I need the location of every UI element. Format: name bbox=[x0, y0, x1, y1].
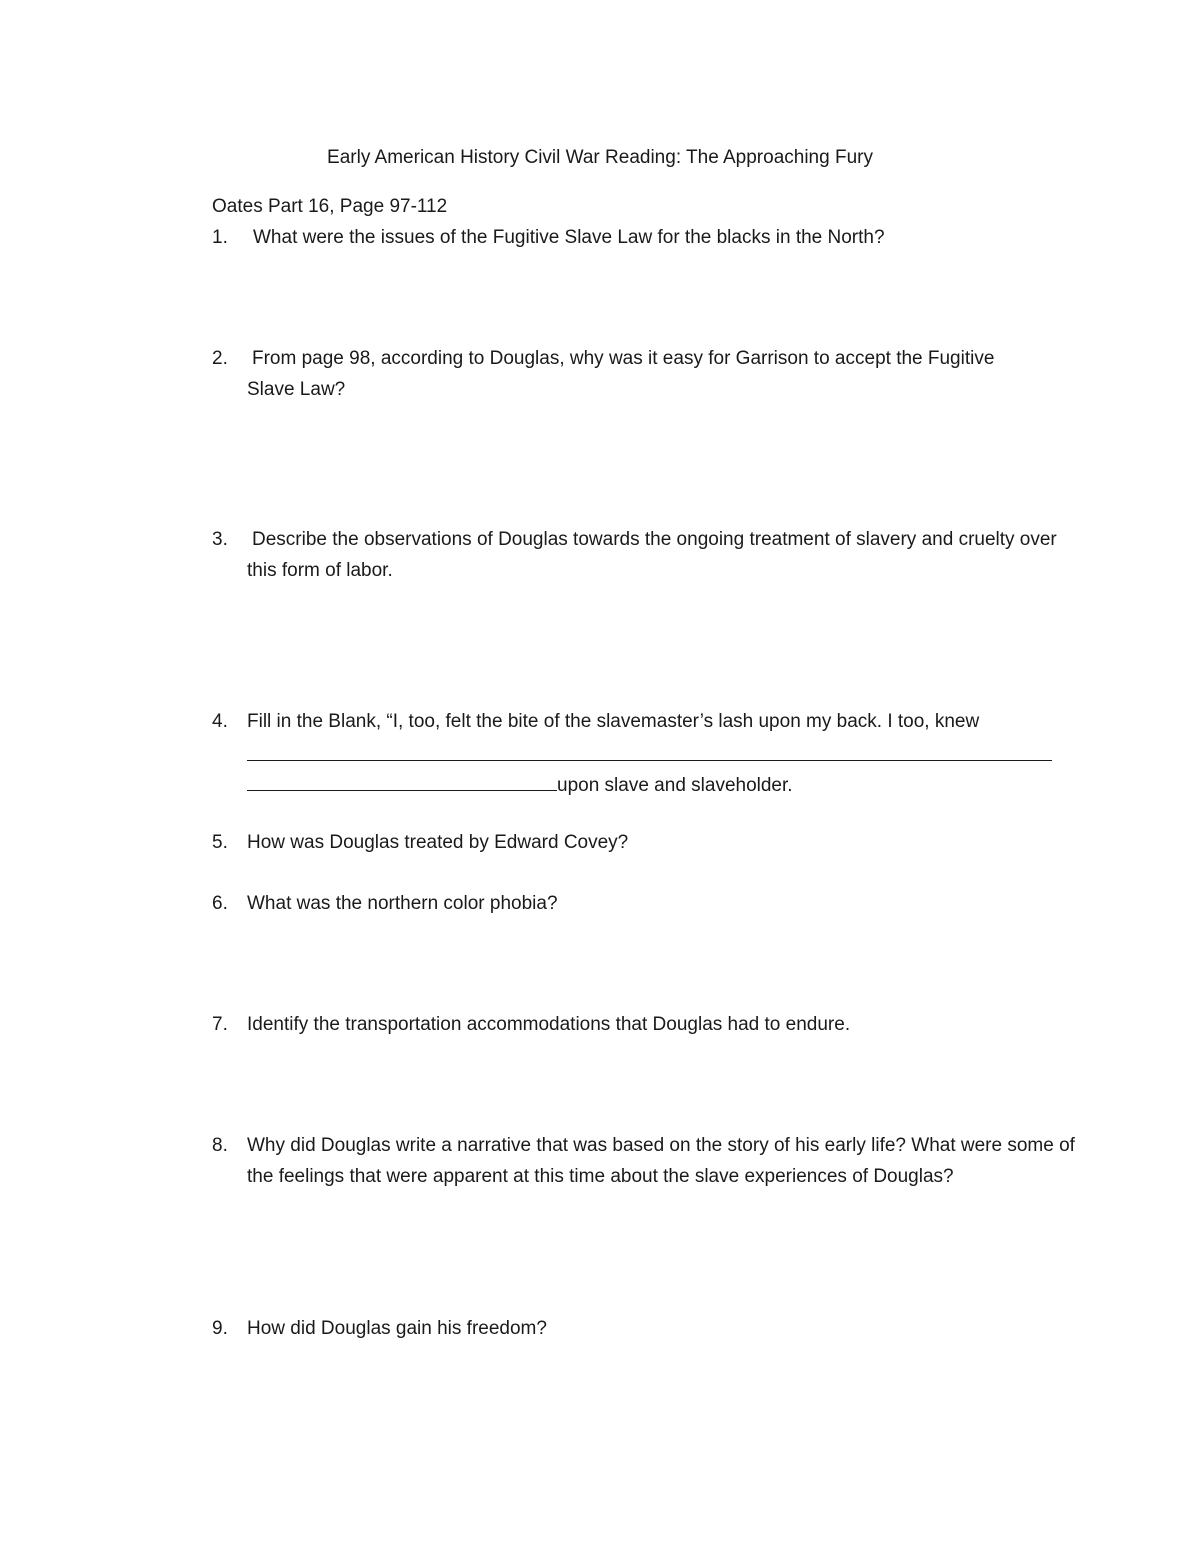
question-9 bbox=[212, 1313, 1072, 1344]
fill-blank-short-line[interactable] bbox=[247, 766, 557, 791]
question-number: 2. bbox=[212, 348, 228, 369]
fill-blank-row bbox=[247, 766, 793, 801]
question-text: What were the issues of the Fugitive Slave Law for the blacks in the North? bbox=[253, 227, 885, 248]
question-1 bbox=[212, 222, 1072, 253]
question-text: Describe the observations of Douglas towards the ongoing treatment of slavery and cruelty over this form of labor. bbox=[247, 529, 1057, 581]
question-text: From page 98, according to Douglas, why was it easy for Garrison to accept the Fugitive Slave Law? bbox=[247, 348, 995, 400]
question-number: 8. bbox=[212, 1135, 228, 1156]
question-7 bbox=[212, 1009, 1072, 1040]
question-3 bbox=[212, 524, 1057, 586]
question-number: 4. bbox=[212, 711, 228, 732]
blank-continuation-text: upon slave and slaveholder. bbox=[557, 775, 793, 796]
question-5 bbox=[212, 827, 1072, 858]
question-8 bbox=[212, 1130, 1082, 1192]
question-text: How was Douglas treated by Edward Covey? bbox=[247, 832, 629, 853]
section-heading: Oates Part 16, Page 97-112 bbox=[212, 196, 448, 217]
question-text: What was the northern color phobia? bbox=[247, 893, 558, 914]
question-number: 7. bbox=[212, 1014, 228, 1035]
fill-blank-line[interactable] bbox=[247, 730, 1052, 761]
question-2 bbox=[212, 343, 1022, 405]
question-text: Fill in the Blank, “I, too, felt the bite of the slavemaster’s lash upon my back. I too, knew bbox=[247, 711, 980, 732]
page-title: Early American History Civil War Reading: The Approaching Fury bbox=[327, 147, 873, 168]
question-number: 1. bbox=[212, 227, 228, 248]
question-number: 9. bbox=[212, 1318, 228, 1339]
question-text: Identify the transportation accommodations that Douglas had to endure. bbox=[247, 1014, 851, 1035]
question-number: 3. bbox=[212, 529, 228, 550]
question-number: 5. bbox=[212, 832, 228, 853]
question-text: How did Douglas gain his freedom? bbox=[247, 1318, 547, 1339]
question-text: Why did Douglas write a narrative that was based on the story of his early life? What were some of the feelings that were apparent at this time about the slave experiences of Douglas? bbox=[247, 1135, 1075, 1187]
question-number: 6. bbox=[212, 893, 228, 914]
question-6 bbox=[212, 888, 1072, 919]
